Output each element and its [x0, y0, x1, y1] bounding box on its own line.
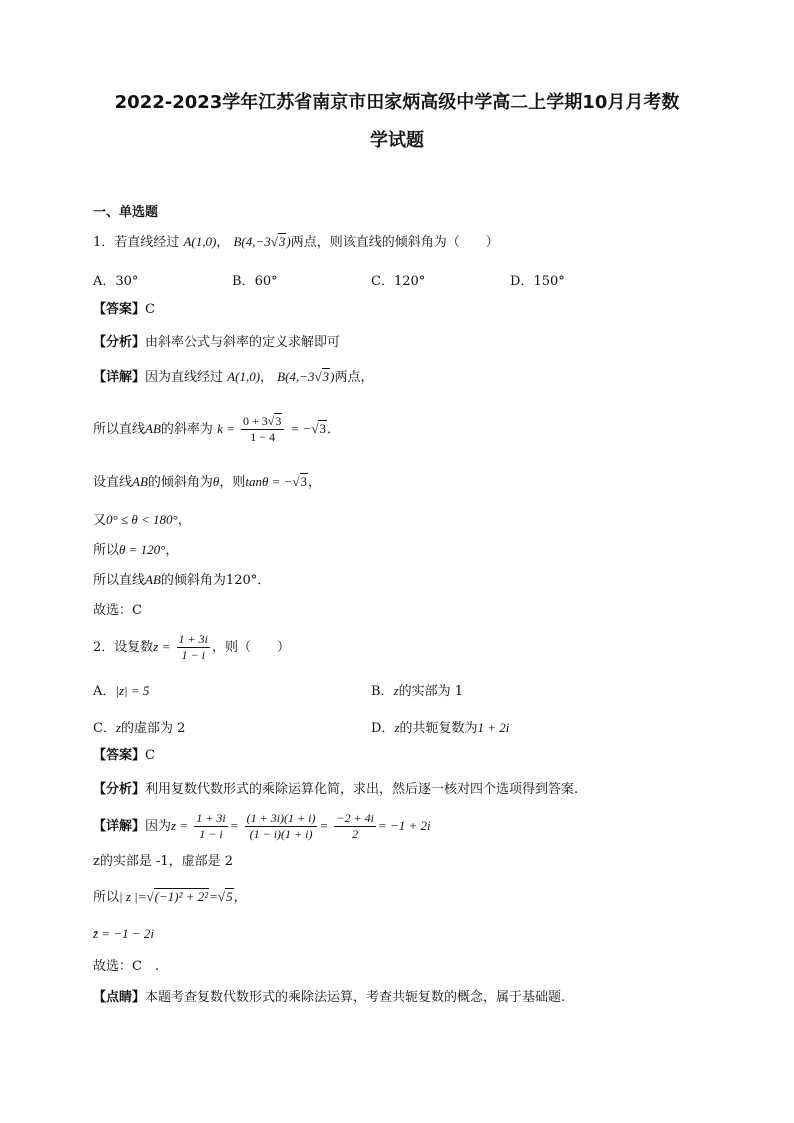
q2-comment: 【点睛】本题考查复数代数形式的乘除法运算，考查共轭复数的概念，属于基础题. — [93, 990, 566, 1005]
q1-analysis: 【分析】由斜率公式与斜率的定义求解即可 — [93, 335, 341, 350]
q2-option-c: C．z的虚部为 2 — [93, 720, 186, 736]
q1-point-a: A(1,0) — [183, 234, 217, 249]
q2-detail-4: z̄ = −1 − 2i — [93, 926, 154, 941]
q2-stem-fraction: $\frac{1 + 3i}{1 - i}$ — [178, 632, 208, 662]
q1-slope-fraction: $\frac{0 + 3√3}{1 - 4}$ — [241, 414, 284, 445]
q1-detail-4: 又0° ≤ θ < 180°， — [93, 512, 191, 528]
q1-stem: 1．若直线经过 A(1,0)， B(4,−3√3)两点，则该直线的倾斜角为（ ） — [93, 234, 499, 250]
q1-detail-1: 【详解】因为直线经过 A(1,0)， B(4,−3√3)两点， — [93, 369, 374, 385]
q1-stem-b: 两点，则该直线的倾斜角为（ ） — [290, 235, 499, 250]
q2-option-b: B．z的实部为 1 — [371, 683, 464, 699]
q1-choose: 故选：C — [93, 603, 142, 618]
q1-detail-6: 所以直线AB的倾斜角为120°． — [93, 572, 271, 588]
q1-number: 1． — [93, 235, 115, 250]
q2-detail-3: 所以| z |=√(−1)² + 2²=√5， — [93, 889, 247, 905]
q1-option-b: B．60° — [232, 274, 278, 289]
q1-detail-5: 所以θ = 120°， — [93, 542, 179, 558]
q2-answer: 【答案】C — [93, 748, 155, 763]
q2-analysis: 【分析】利用复数代数形式的乘除运算化简，求出，然后逐一核对四个选项得到答案. — [93, 782, 579, 797]
title-line-1: 2022-2023学年江苏省南京市田家炳高级中学高二上学期10月月考数 — [114, 92, 680, 113]
q1-option-a: A．30° — [93, 274, 139, 289]
section-heading: 一、单选题 — [93, 205, 159, 220]
q2-detail-2: z的实部是 -1，虚部是 2 — [93, 854, 234, 869]
q2-option-a: A．|z| = 5 — [93, 683, 150, 699]
q1-detail-3: 设直线AB的倾斜角为θ，则tanθ = −√3， — [93, 474, 322, 490]
q2-choose: 故选：C . — [93, 959, 160, 974]
q2-stem: 2．设复数z = $\frac{1 + 3i}{1 - i}$ ，则（ ） — [93, 632, 290, 662]
q2-option-d: D．z的共轭复数为1 + 2i — [371, 720, 510, 736]
q1-option-d: D．150° — [510, 274, 565, 289]
document-title — [60, 84, 734, 160]
title-line-2: 学试题 — [370, 130, 424, 151]
q1-stem-a: 若直线经过 — [114, 235, 180, 250]
q2-detail-1: 【详解】因为z = $\frac{1 + 3i}{1 - i}$ = $\frac{(1 + 3i)(1 + i)}{(1 - i)(1 + i)}$ = $\frac{-2 + 4i}{2}$ = −1 + 2i — [93, 811, 431, 841]
q1-point-b: B(4,−3√3) — [233, 234, 291, 249]
q1-detail-2: 所以直线AB的斜率为 k = $\frac{0 + 3√3}{1 - 4}$ = −√3． — [93, 414, 340, 444]
q1-answer: 【答案】C — [93, 302, 155, 317]
q1-option-c: C．120° — [371, 274, 426, 289]
